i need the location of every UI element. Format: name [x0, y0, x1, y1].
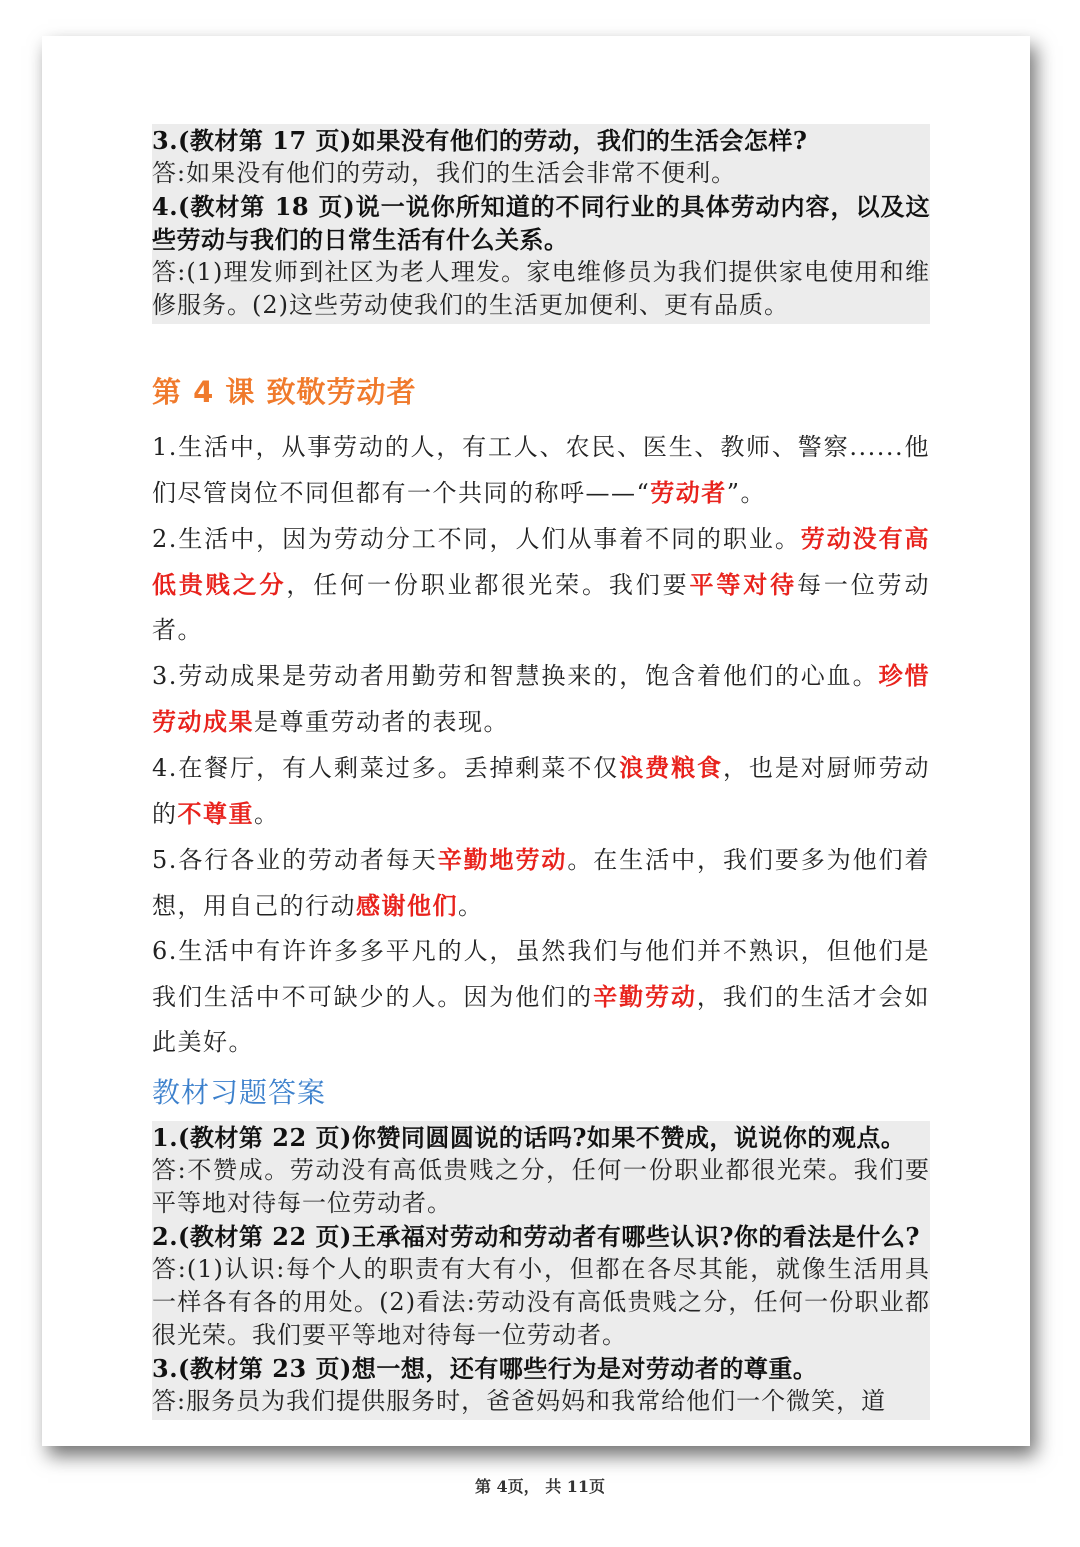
page-number: 第 4页， 共 11页 [474, 1477, 606, 1496]
point-text: 5.各行各业的劳动者每天 [152, 846, 438, 874]
point-3 [152, 653, 930, 745]
lesson-title: 第 4 课 致敬劳动者 [152, 375, 417, 409]
point-text: ”。 [726, 479, 767, 507]
point-text: 是尊重劳动者的表现。 [254, 708, 509, 736]
exercise-answer-3: 答:服务员为我们提供服务时，爸爸妈妈和我常给他们一个微笑，道 [152, 1387, 887, 1415]
point-highlight: 珍惜劳动成果 [152, 661, 930, 736]
point-2 [152, 516, 930, 653]
answer-4: 答:(1)理发师到社区为老人理发。家电维修员为我们提供家电使用和维修服务。(2)这些劳动使我们的生活更加便利、更有品质。 [152, 258, 930, 319]
point-highlight: 劳动没有高低贵贱之分 [152, 524, 931, 599]
exercise-question-3: 3.(教材第 23 页)想一想，还有哪些行为是对劳动者的尊重。 [152, 1354, 818, 1383]
point-highlight: 感谢他们 [356, 891, 458, 920]
point-text: 3.劳动成果是劳动者用勤劳和智慧换来的，饱含着他们的心血。 [152, 662, 879, 690]
point-text: 。在生活中，我们要多为他们着想，用自己的行动 [152, 846, 931, 920]
point-1 [152, 425, 930, 516]
point-text: 。 [254, 800, 280, 828]
point-highlight: 浪费粮食 [619, 753, 723, 782]
point-4 [152, 745, 930, 837]
point-text: 2.生活中，因为劳动分工不同，人们从事着不同的职业。 [152, 525, 801, 553]
page-content [152, 124, 930, 1420]
point-highlight: 辛勤地劳动 [437, 845, 568, 874]
point-5 [152, 837, 930, 929]
answer-3: 答:如果没有他们的劳动，我们的生活会非常不便利。 [152, 159, 737, 187]
exercise-question-2: 2.(教材第 22 页)王承福对劳动和劳动者有哪些认识?你的看法是什么? [152, 1222, 920, 1251]
point-6 [152, 929, 930, 1065]
point-highlight: 平等对待 [689, 570, 797, 599]
question-3: 3.(教材第 17 页)如果没有他们的劳动，我们的生活会怎样? [152, 126, 808, 155]
point-text: 6.生活中有许许多多平凡的人，虽然我们与他们并不熟识，但他们是我们生活中不可缺少的人。因为他们的 [152, 937, 930, 1011]
point-text: 。 [458, 892, 484, 920]
point-highlight: 不尊重 [177, 799, 254, 828]
exercise-answer-1: 答:不赞成。劳动没有高低贵贱之分，任何一份职业都很光荣。我们要平等地对待每一位劳动者。 [152, 1156, 930, 1217]
point-text: ，也是对厨师劳动的 [152, 754, 931, 828]
bottom-qa-block [152, 1121, 930, 1420]
point-text: ，我们的生活才会如此美好。 [152, 983, 931, 1056]
point-highlight: 辛勤劳动 [593, 982, 697, 1011]
point-text: 4.在餐厅，有人剩菜过多。丢掉剩菜不仅 [152, 754, 620, 782]
exercise-question-1: 1.(教材第 22 页)你赞同圆圆说的话吗?如果不赞成，说说你的观点。 [152, 1123, 906, 1152]
point-text: 1.生活中，从事劳动的人，有工人、农民、医生、教师、警察......他们尽管岗位不同但都有一个共同的称呼——“ [152, 433, 930, 507]
point-text: 每一位劳动者。 [152, 571, 930, 644]
top-qa-block [152, 124, 930, 324]
exercise-answer-2: 答:(1)认识:每个人的职责有大有小，但都在各尽其能，就像生活用具一样各有各的用处。(2)看法:劳动没有高低贵贱之分，任何一份职业都很光荣。我们要平等地对待每一位劳动者。 [152, 1255, 930, 1349]
exercise-answers-title: 教材习题答案 [152, 1076, 327, 1109]
point-text: ，任何一份职业都很光荣。我们要 [286, 571, 690, 599]
question-4: 4.(教材第 18 页)说一说你所知道的不同行业的具体劳动内容，以及这些劳动与我们的日常生活有什么关系。 [152, 192, 930, 254]
document-page [42, 36, 1030, 1446]
point-highlight: 劳动者 [650, 478, 727, 507]
